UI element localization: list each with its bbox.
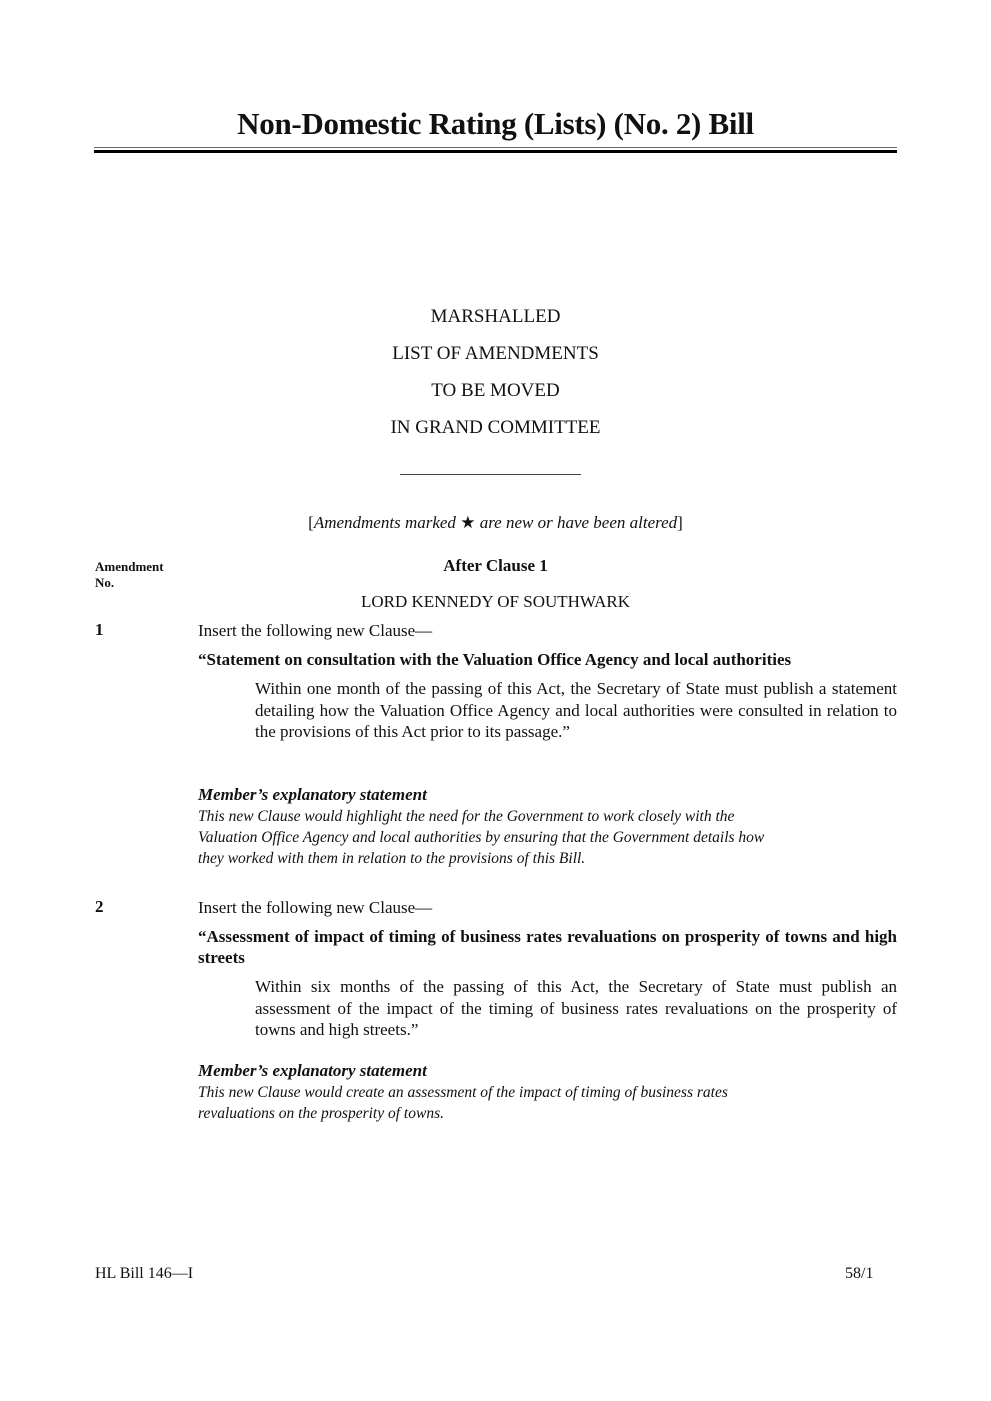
amendment-number: 2	[95, 897, 104, 916]
explanatory-statement-title: Member’s explanatory statement	[198, 785, 427, 804]
explanatory-line: This new Clause would highlight the need for the Government to work closely with the	[198, 808, 735, 825]
masthead-divider	[400, 474, 581, 475]
amendment-label-line2: No.	[95, 575, 115, 590]
explanatory-line: This new Clause would create an assessment of the impact of timing of business rates	[198, 1084, 728, 1101]
new-clause-title: “Statement on consultation with the Valuation Office Agency and local authorities	[198, 650, 792, 669]
title-rule-thick	[94, 150, 897, 153]
explanatory-statement-body	[198, 1082, 888, 1124]
note-text-before: Amendments marked	[313, 513, 461, 532]
star-icon: ★	[460, 513, 476, 532]
masthead-line-4: IN GRAND COMMITTEE	[390, 417, 601, 438]
note-open-bracket: [	[308, 513, 314, 532]
title-rule-thin	[94, 147, 897, 148]
footer-page-reference: 58/1	[845, 1265, 874, 1282]
explanatory-statement-body	[198, 806, 888, 869]
amendment-number: 1	[95, 620, 104, 639]
amendment-label-line1: Amendment	[95, 559, 164, 574]
new-clause-body: Within six months of the passing of this Act, the Secretary of State must publish an assessment of the impact of the timing of business rates revaluations on the prosperity of towns and high streets.”	[255, 977, 897, 1039]
masthead-line-2: LIST OF AMENDMENTS	[392, 343, 599, 364]
amendment-instruction: Insert the following new Clause—	[198, 898, 433, 917]
amendment-instruction: Insert the following new Clause—	[198, 621, 433, 640]
new-clause-body: Within one month of the passing of this Act, the Secretary of State must publish a statement detailing how the Valuation Office Agency and local authorities were consulted in relation to the provisions of this Act prior to its passage.”	[255, 679, 897, 741]
footer-bill-reference: HL Bill 146—I	[95, 1265, 194, 1282]
explanatory-line: they worked with them in relation to the provisions of this Bill.	[198, 850, 586, 867]
note-text-after: are new or have been altered	[475, 513, 678, 532]
new-clause-title: “Assessment of impact of timing of business rates revaluations on prosperity of towns and high streets	[198, 927, 897, 967]
member-name: LORD KENNEDY OF SOUTHWARK	[360, 592, 630, 611]
bill-title: Non-Domestic Rating (Lists) (No. 2) Bill	[237, 106, 754, 141]
explanatory-statement-title: Member’s explanatory statement	[198, 1061, 427, 1080]
note-close-bracket: ]	[677, 513, 683, 532]
explanatory-line: Valuation Office Agency and local authorities by ensuring that the Government details how	[198, 829, 765, 846]
explanatory-line: revaluations on the prosperity of towns.	[198, 1105, 444, 1122]
masthead-line-1: MARSHALLED	[430, 306, 561, 327]
masthead-line-3: TO BE MOVED	[431, 380, 560, 401]
section-heading: After Clause 1	[443, 556, 548, 575]
amendment-marking-note	[0, 513, 991, 533]
